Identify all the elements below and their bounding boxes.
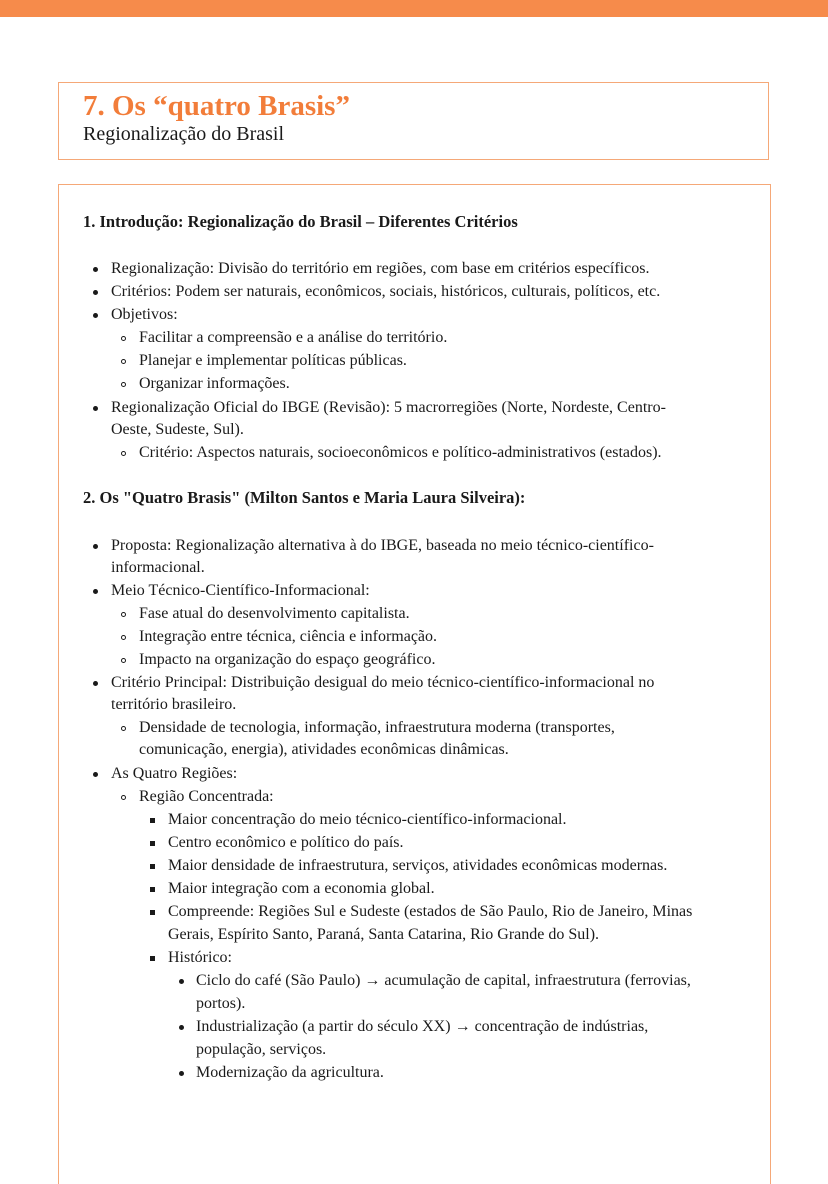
bullet-disc [93, 290, 98, 295]
bullet-circle [121, 726, 126, 731]
list-item: Maior densidade de infraestrutura, serviços, atividades econômicas modernas. [168, 857, 668, 874]
title-card [58, 82, 769, 160]
list-item: Integração entre técnica, ciência e informação. [139, 628, 438, 645]
list-item: Organizar informações. [139, 375, 290, 392]
bullet-disc [179, 979, 184, 984]
list-item: Maior concentração do meio técnico-científico-informacional. [168, 811, 567, 828]
list-item: Facilitar a compreensão e a análise do território. [139, 329, 448, 346]
section-1-heading: 1. Introdução: Regionalização do Brasil – Diferentes Critérios [83, 212, 518, 231]
bullet-square [150, 864, 155, 869]
bullet-disc [93, 313, 98, 318]
list-item: Objetivos: [111, 306, 178, 323]
list-item: Ciclo do café (São Paulo) → acumulação de capital, infraestrutura (ferrovias, [196, 972, 691, 989]
bullet-disc [93, 681, 98, 686]
list-item: Impacto na organização do espaço geográfico. [139, 651, 436, 668]
bullet-circle [121, 451, 126, 456]
bullet-circle [121, 382, 126, 387]
list-item: Centro econômico e político do país. [168, 834, 404, 851]
list-item-continuation: informacional. [111, 559, 205, 576]
bullet-disc [93, 589, 98, 594]
bullet-disc [93, 406, 98, 411]
list-item: Critério: Aspectos naturais, socioeconômicos e político-administrativos (estados). [139, 444, 662, 461]
bullet-disc [179, 1025, 184, 1030]
bullet-square [150, 956, 155, 961]
page-title: 7. Os “quatro Brasis” [83, 90, 350, 122]
list-item: Proposta: Regionalização alternativa à do IBGE, baseada no meio técnico-científico- [111, 537, 654, 554]
list-item: Compreende: Regiões Sul e Sudeste (estados de São Paulo, Rio de Janeiro, Minas [168, 903, 693, 920]
top-accent-bar [0, 0, 828, 17]
list-item: Histórico: [168, 949, 232, 966]
bullet-disc [179, 1071, 184, 1076]
page-subtitle: Regionalização do Brasil [83, 123, 285, 145]
list-item: Industrialização (a partir do século XX) → concentração de indústrias, [196, 1018, 649, 1035]
bullet-square [150, 841, 155, 846]
bullet-circle [121, 795, 126, 800]
list-item-continuation: população, serviços. [196, 1041, 327, 1058]
list-item: Região Concentrada: [139, 788, 274, 805]
bullet-square [150, 910, 155, 915]
bullet-disc [93, 544, 98, 549]
list-item-continuation: território brasileiro. [111, 696, 237, 713]
list-item: Critério Principal: Distribuição desigual do meio técnico-científico-informacional no [111, 674, 655, 691]
bullet-circle [121, 635, 126, 640]
list-item: Planejar e implementar políticas públicas. [139, 352, 407, 369]
list-item: Regionalização: Divisão do território em regiões, com base em critérios específicos. [111, 260, 650, 277]
list-item-continuation: Oeste, Sudeste, Sul). [111, 421, 244, 438]
list-item-continuation: Gerais, Espírito Santo, Paraná, Santa Catarina, Rio Grande do Sul). [168, 926, 600, 943]
list-item: Regionalização Oficial do IBGE (Revisão): 5 macrorregiões (Norte, Nordeste, Centro- [111, 399, 666, 416]
list-item: Meio Técnico-Científico-Informacional: [111, 582, 370, 599]
bullet-disc [93, 772, 98, 777]
list-item: Densidade de tecnologia, informação, infraestrutura moderna (transportes, [139, 719, 615, 736]
bullet-circle [121, 336, 126, 341]
list-item: As Quatro Regiões: [111, 765, 238, 782]
list-item: Critérios: Podem ser naturais, econômicos, sociais, históricos, culturais, políticos, etc. [111, 283, 661, 300]
bullet-square [150, 818, 155, 823]
list-item: Modernização da agricultura. [196, 1064, 384, 1081]
list-item-continuation: portos). [196, 995, 246, 1012]
list-item: Fase atual do desenvolvimento capitalista. [139, 605, 410, 622]
bullet-circle [121, 658, 126, 663]
bullet-square [150, 887, 155, 892]
list-item-continuation: comunicação, energia), atividades econômicas dinâmicas. [139, 741, 509, 758]
bullet-circle [121, 612, 126, 617]
bullet-circle [121, 359, 126, 364]
section-2-heading: 2. Os "Quatro Brasis" (Milton Santos e Maria Laura Silveira): [83, 488, 526, 507]
list-item: Maior integração com a economia global. [168, 880, 435, 897]
bullet-disc [93, 267, 98, 272]
